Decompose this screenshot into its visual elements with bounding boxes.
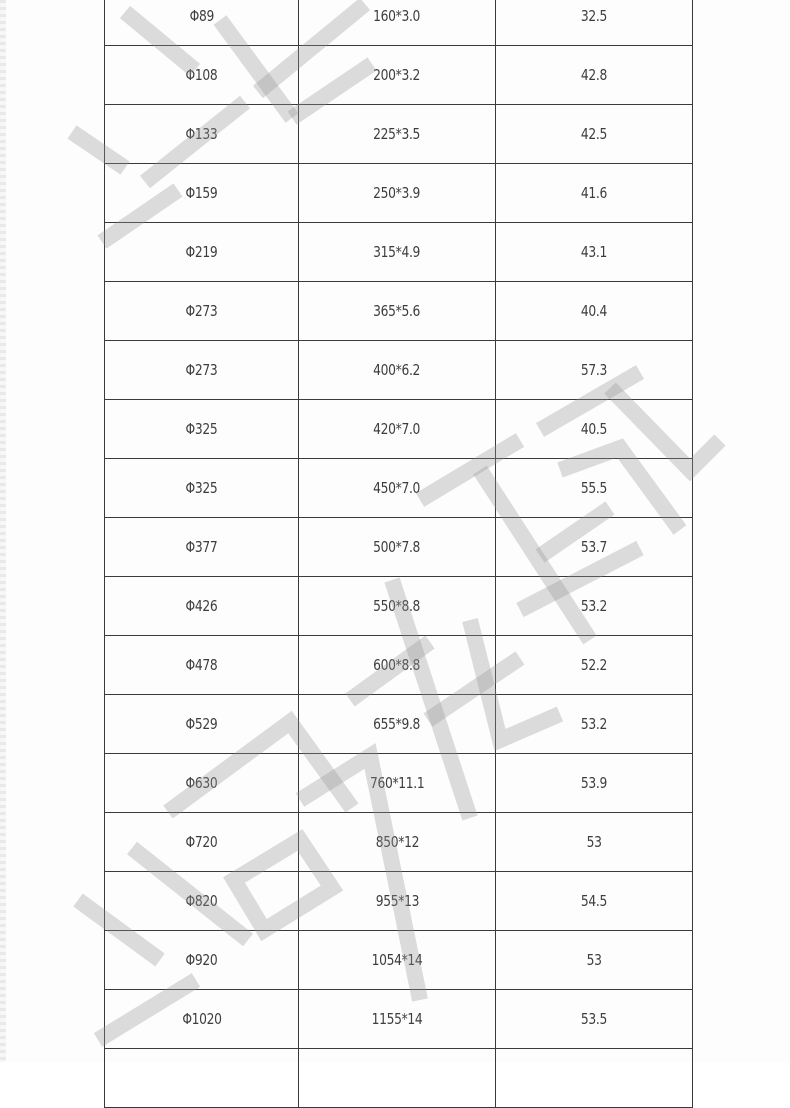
table-row (105, 223, 693, 282)
value-cell (496, 931, 693, 990)
table-row (105, 164, 693, 223)
table-row (105, 341, 693, 400)
value-cell-text: 53 (586, 951, 602, 969)
value-cell (496, 695, 693, 754)
spec-cell-text: 225*3.5 (373, 125, 421, 143)
diameter-cell-text: Φ159 (185, 184, 218, 202)
value-cell (496, 872, 693, 931)
diameter-cell (105, 459, 299, 518)
value-cell-text: 53.5 (580, 1010, 608, 1028)
diameter-cell (105, 164, 299, 223)
diameter-cell (105, 577, 299, 636)
spec-cell-text: 850*12 (375, 833, 419, 851)
diameter-cell-text: Φ377 (185, 538, 218, 556)
table-row (105, 518, 693, 577)
value-cell-text: 54.5 (580, 892, 608, 910)
diameter-cell-text: Φ720 (185, 833, 218, 851)
spec-cell-text: 955*13 (375, 892, 419, 910)
spec-cell (299, 931, 496, 990)
table-row (105, 282, 693, 341)
diameter-cell-text: Φ133 (185, 125, 218, 143)
table-row (105, 577, 693, 636)
spec-cell-text: 250*3.9 (373, 184, 421, 202)
spec-cell (299, 872, 496, 931)
diameter-cell (105, 990, 299, 1049)
table-row (105, 990, 693, 1049)
table-row (105, 695, 693, 754)
value-cell (496, 105, 693, 164)
spec-cell-text: 365*5.6 (373, 302, 421, 320)
diameter-cell (105, 46, 299, 105)
table-row (105, 754, 693, 813)
diameter-cell (105, 282, 299, 341)
value-cell-text: 42.8 (580, 66, 608, 84)
spec-cell-text: 655*9.8 (373, 715, 421, 733)
value-cell (496, 46, 693, 105)
table-row (105, 459, 693, 518)
diameter-cell-text: Φ920 (185, 951, 218, 969)
table-row (105, 636, 693, 695)
spec-cell-text: 420*7.0 (373, 420, 421, 438)
value-cell (496, 341, 693, 400)
diameter-cell-text: Φ630 (185, 774, 218, 792)
diameter-cell (105, 931, 299, 990)
table-row (105, 813, 693, 872)
spec-cell-text: 500*7.8 (373, 538, 421, 556)
diameter-cell-text: Φ89 (189, 7, 214, 25)
spec-cell (299, 1049, 496, 1108)
value-cell (496, 636, 693, 695)
table-row (105, 400, 693, 459)
table-row (105, 105, 693, 164)
diameter-cell-text: Φ219 (185, 243, 218, 261)
value-cell (496, 754, 693, 813)
spec-cell-text: 760*11.1 (369, 774, 425, 792)
value-cell-text: 42.5 (580, 125, 608, 143)
spec-cell-text: 1054*14 (371, 951, 423, 969)
value-cell-text: 53.7 (580, 538, 608, 556)
diameter-cell-text: Φ325 (185, 479, 218, 497)
value-cell-text: 40.5 (580, 420, 608, 438)
spec-cell-text: 200*3.2 (373, 66, 421, 84)
spec-cell (299, 164, 496, 223)
value-cell (496, 0, 693, 46)
diameter-cell (105, 636, 299, 695)
value-cell-text: 43.1 (580, 243, 608, 261)
value-cell (496, 813, 693, 872)
spec-cell-text: 600*8.8 (373, 656, 421, 674)
spec-cell-text: 160*3.0 (373, 7, 421, 25)
value-cell (496, 282, 693, 341)
value-cell (496, 990, 693, 1049)
diameter-cell-text: Φ820 (185, 892, 218, 910)
value-cell-text: 53.2 (580, 597, 608, 615)
value-cell-text: 52.2 (580, 656, 608, 674)
spec-cell-text: 550*8.8 (373, 597, 421, 615)
spec-cell (299, 754, 496, 813)
value-cell (496, 518, 693, 577)
table-row (105, 872, 693, 931)
diameter-cell (105, 0, 299, 46)
diameter-cell (105, 813, 299, 872)
diameter-cell (105, 105, 299, 164)
diameter-cell (105, 223, 299, 282)
spec-cell (299, 105, 496, 164)
diameter-cell (105, 400, 299, 459)
value-cell-text: 57.3 (580, 361, 608, 379)
value-cell-text: 55.5 (580, 479, 608, 497)
spec-table (104, 0, 693, 1108)
value-cell (496, 459, 693, 518)
scan-left-edge (0, 0, 6, 1062)
spec-cell (299, 282, 496, 341)
spec-cell (299, 636, 496, 695)
diameter-cell (105, 695, 299, 754)
diameter-cell (105, 1049, 299, 1108)
diameter-cell-text: Φ273 (185, 302, 218, 320)
spec-cell (299, 46, 496, 105)
value-cell (496, 1049, 693, 1108)
value-cell (496, 223, 693, 282)
table-row (105, 46, 693, 105)
diameter-cell-text: Φ529 (185, 715, 218, 733)
table-row (105, 931, 693, 990)
value-cell (496, 400, 693, 459)
diameter-cell (105, 341, 299, 400)
spec-cell (299, 341, 496, 400)
spec-cell (299, 695, 496, 754)
diameter-cell-text: Φ108 (185, 66, 218, 84)
table-row (105, 0, 693, 46)
value-cell-text: 53.2 (580, 715, 608, 733)
spec-cell (299, 223, 496, 282)
spec-cell-text: 1155*14 (371, 1010, 423, 1028)
diameter-cell-text: Φ1020 (181, 1010, 222, 1028)
diameter-cell (105, 518, 299, 577)
value-cell-text: 40.4 (580, 302, 608, 320)
diameter-cell-text: Φ325 (185, 420, 218, 438)
value-cell (496, 577, 693, 636)
spec-cell (299, 990, 496, 1049)
spec-cell (299, 400, 496, 459)
value-cell-text: 41.6 (580, 184, 608, 202)
spec-cell (299, 518, 496, 577)
value-cell-text: 32.5 (580, 7, 608, 25)
spec-cell-text: 450*7.0 (373, 479, 421, 497)
spec-table-body (105, 0, 693, 1108)
value-cell-text: 53 (586, 833, 602, 851)
spec-cell (299, 813, 496, 872)
diameter-cell-text: Φ273 (185, 361, 218, 379)
value-cell-text: 53.9 (580, 774, 608, 792)
spec-cell-text: 400*6.2 (373, 361, 421, 379)
spec-cell-text: 315*4.9 (373, 243, 421, 261)
spec-cell (299, 459, 496, 518)
diameter-cell-text: Φ426 (185, 597, 218, 615)
diameter-cell-text: Φ478 (185, 656, 218, 674)
diameter-cell (105, 754, 299, 813)
value-cell (496, 164, 693, 223)
spec-cell (299, 577, 496, 636)
spec-cell (299, 0, 496, 46)
diameter-cell (105, 872, 299, 931)
table-row (105, 1049, 693, 1108)
